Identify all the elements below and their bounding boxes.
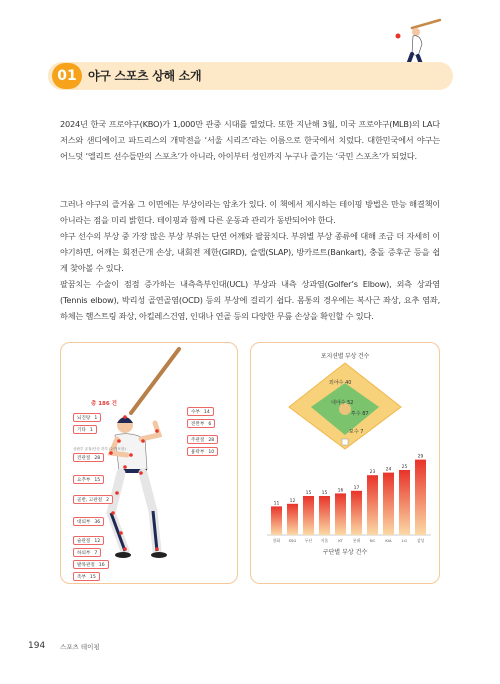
position-catcher: 포수 7 <box>349 429 364 435</box>
label-foot: 족부 15 <box>73 572 100 581</box>
bar-KIA <box>383 473 394 535</box>
label-ankle: 발목관절 16 <box>73 560 109 569</box>
bar-value-label: 24 <box>385 467 392 473</box>
label-forearm: 전완부 6 <box>187 419 215 428</box>
bar-category-label: KT <box>338 538 343 543</box>
injury-total: 총 186 건 <box>91 401 117 407</box>
bar-category-label: KIA <box>385 538 392 543</box>
bar-롯데 <box>351 491 362 535</box>
player-body-figure <box>61 343 237 583</box>
bar-삼성 <box>415 460 426 535</box>
label-chest: 흉곽부 10 <box>187 447 218 456</box>
section-title: 야구 스포츠 상해 소개 <box>88 69 202 83</box>
label-knee: 슬관절 12 <box>73 536 104 545</box>
bar-두산 <box>303 496 314 535</box>
bar-category-label: SSG <box>288 538 297 543</box>
position-chart-title: 포지션별 부상 건수 <box>320 353 370 360</box>
bar-category-label: 키움 <box>320 538 329 543</box>
bar-category-label: LG <box>401 538 408 543</box>
bar-KT <box>335 493 346 535</box>
bar-키움 <box>319 496 330 535</box>
bar-category-label: 두산 <box>304 538 313 543</box>
position-pitcher: 투수 87 <box>351 411 369 417</box>
bar-value-label: 12 <box>289 498 296 504</box>
bar-value-label: 16 <box>337 488 344 494</box>
paragraph-3: 야구 선수의 부상 중 가장 많은 부상 부위는 단연 어깨와 팔꿈치다. 부위별 부상 종류에 대해 조금 더 자세히 이야기하면, 어깨는 회전근개 손상, 내회전 제한(GIRD), 슬랩(SLAP), 방카르트(Bankart), 충돌 증후군 등을 쉽게 찾아볼 수 있다. <box>60 231 440 273</box>
bar-value-label: 15 <box>305 491 312 496</box>
position-infield: 내야수 52 <box>331 400 354 406</box>
bar-category-label: NC <box>369 538 376 543</box>
paragraph-1: 2024년 한국 프로야구(KBO)가 1,000만 관중 시대를 열었다. 또한 지난해 3월, 미국 프로야구(MLB)의 LA다저스와 샌디에이고 파드리스의 개막전을 ‘서울 시리즈’라는 이름으로 한국에서 치렀다. 대한민국에서 야구는 어느덧 ‘엘리트 선수들만의 스포츠’가 아니라, 아이부터 성인까지 누구나 즐기는 ‘국민 스포츠’가 되었다. <box>60 119 440 161</box>
paragraph-2: 그러나 야구의 즐거움 그 이면에는 부상이라는 암초가 있다. 이 책에서 제시하는 테이핑 방법은 만능 해결책이 아니라는 점을 미리 밝힌다. 테이핑과 함께 다른 운동과 관리가 동반되어야 한다. <box>60 199 440 225</box>
paragraph-4: 팔꿈치는 수술이 점점 증가하는 내측측부인대(UCL) 부상과 내측 상과염(Golfer’s Elbow), 외측 상과염(Tennis elbow), 박리성 골연골염(OCD) 등의 부상에 걸리기 쉽다. 몸통의 경우에는 복사근 좌상, 요추 염좌, 하체는 햄스트링 좌상, 아킬레스건염, 인대나 연골 등의 다양한 무릎 손상을 확인할 수 있다. <box>60 279 440 321</box>
injury-figure-panel <box>60 342 238 584</box>
bar-value-label: 11 <box>273 501 280 507</box>
label-concussion: 뇌진탕 1 <box>73 413 101 422</box>
bar-category-label: 한화 <box>272 538 281 543</box>
bar-value-label: 29 <box>417 454 424 460</box>
label-lumbar: 요추부 15 <box>73 475 104 484</box>
label-pelvis-hip: 골반, 고관절 2 <box>73 495 113 504</box>
label-shoulder: 견관절 28 <box>73 453 104 462</box>
bar-category-label: 삼성 <box>416 538 425 543</box>
bar-SSG <box>287 504 298 535</box>
bar-value-label: 25 <box>401 465 408 470</box>
running-title: 스포츠 테이핑 <box>60 643 100 651</box>
label-hand: 수부 14 <box>187 407 214 416</box>
label-thigh: 대퇴부 36 <box>73 517 104 526</box>
label-other: 기타 1 <box>73 425 97 434</box>
label-elbow: 주관절 28 <box>187 435 218 444</box>
bar-한화 <box>271 506 282 535</box>
stats-panel <box>250 342 440 584</box>
bar-chart-title: 구단별 부상 건수 <box>322 549 368 556</box>
bar-value-label: 23 <box>369 470 376 476</box>
page-number: 194 <box>28 641 46 651</box>
bar-category-label: 롯데 <box>352 538 361 543</box>
shoulder-note: 상완부 골절(단순 하부 (2건 포함) <box>73 447 126 451</box>
bar-NC <box>367 475 378 535</box>
position-outfield: 외야수 40 <box>329 380 352 386</box>
bar-value-label: 15 <box>321 491 328 496</box>
bar-LG <box>399 470 410 535</box>
label-lower-leg: 하퇴부 7 <box>73 548 101 557</box>
section-number: 01 <box>52 63 82 89</box>
bar-value-label: 17 <box>353 485 360 491</box>
